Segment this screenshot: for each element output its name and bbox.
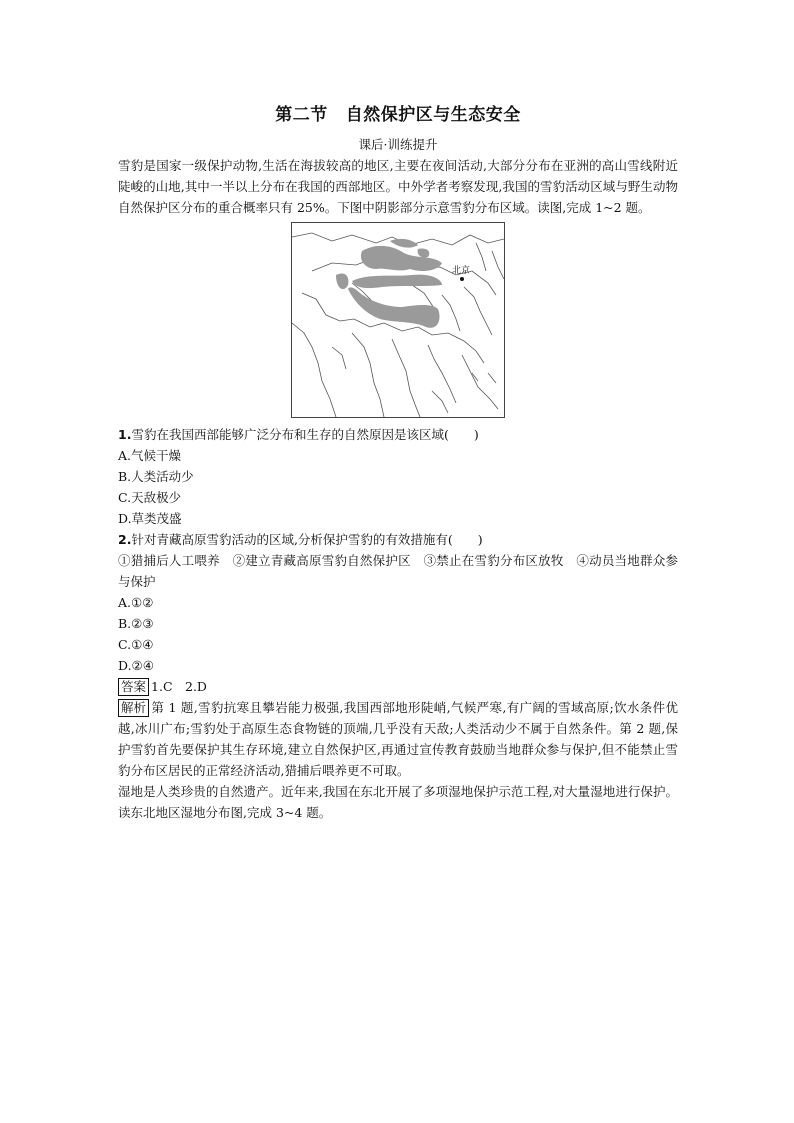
question-1-stem: 雪豹在我国西部能够广泛分布和生存的自然原因是该区域( )	[131, 427, 479, 442]
section-number: 第二节	[275, 105, 328, 125]
range-west	[336, 273, 348, 289]
analysis-tag: 解析	[118, 699, 149, 717]
q2-option-b[interactable]: B.②③	[118, 616, 154, 631]
range-altai	[390, 239, 418, 248]
section-title: 自然保护区与生态安全	[345, 105, 521, 125]
range-tianshan	[361, 246, 442, 271]
question-2-number: 2.	[118, 532, 132, 547]
intro-paragraph-1: 雪豹是国家一级保护动物,生活在海拔较高的地区,主要在夜间活动,大部分分布在亚洲的高山雪线附近陡峻的山地,其中一半以上分布在我国的西部地区。中外学者考察发现,我国的雪豹活动区域与野生动物自然保护区分布的重合概率只有 25%。下图中阴影部分示意雪豹分布区域。读图,完成 1~2 题。	[118, 158, 678, 215]
q2-option-c[interactable]: C.①④	[118, 637, 154, 652]
question-2-statements: ①猎捕后人工喂养 ②建立青藏高原雪豹自然保护区 ③禁止在雪豹分布区放牧 ④动员当地群众参与保护	[118, 553, 678, 589]
worksheet-page	[118, 100, 678, 823]
range-plateau-south	[348, 287, 440, 327]
question-1	[118, 424, 678, 445]
beijing-label: 北京	[452, 266, 471, 276]
page-subtitle: 课后·训练提升	[358, 137, 438, 152]
q2-option-a[interactable]: A.①②	[118, 595, 154, 610]
analysis-paragraph	[118, 697, 678, 781]
range-kunlun-spot	[418, 248, 430, 257]
map-figure	[292, 223, 504, 417]
answer-line	[118, 676, 678, 697]
q1-option-c[interactable]: C.天敌极少	[118, 490, 182, 505]
intro-paragraph-2: 湿地是人类珍贵的自然遗产。近年来,我国在东北开展了多项湿地保护示范工程,对大量湿地进行保护。读东北地区湿地分布图,完成 3~4 题。	[118, 784, 678, 820]
analysis-text: 第 1 题,雪豹抗寒且攀岩能力极强,我国西部地形陡峭,气候严寒,有广阔的雪域高原;饮水条件优越,冰川广布;雪豹处于高原生态食物链的顶端,几乎没有天敌;人类活动少不属于自然条件。第 2 题,保护雪豹首先要保护其生存环境,建立自然保护区,再通过宣传教育鼓励当地群众参与保护,但不能禁止雪豹分布区居民的正常经济活动,猎捕后喂养更不可取。	[118, 700, 678, 778]
range-plateau-north	[352, 275, 442, 289]
question-2	[118, 529, 678, 550]
q1-option-d[interactable]: D.草类茂盛	[118, 511, 182, 526]
q1-option-b[interactable]: B.人类活动少	[118, 469, 194, 484]
answer-text: 1.C 2.D	[151, 679, 207, 694]
answer-tag: 答案	[118, 678, 149, 696]
q1-option-a[interactable]: A.气候干燥	[118, 448, 182, 463]
question-1-number: 1.	[118, 427, 132, 442]
q2-option-d[interactable]: D.②④	[118, 658, 154, 673]
snow-leopard-map	[291, 222, 505, 418]
page-title	[118, 100, 678, 125]
question-2-stem: 针对青藏高原雪豹活动的区域,分析保护雪豹的有效措施有( )	[131, 532, 483, 547]
beijing-marker	[460, 277, 464, 281]
